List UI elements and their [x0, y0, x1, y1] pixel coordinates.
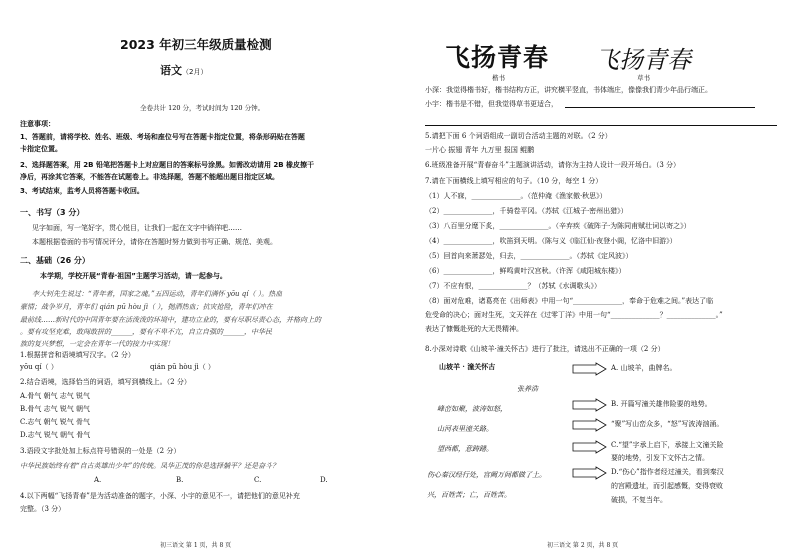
notice-2a: 2、选择题答案，用 2B 铅笔把答题卡上对应题目的答案标号涂黑。如需改动请用 2B 橡皮擦干 — [20, 161, 315, 169]
poem-line-5: 兴，百姓苦；亡，百姓苦。 — [427, 491, 511, 499]
section-2-heading: 二、基础（26 分） — [20, 256, 90, 265]
notice-3: 3、考试结束，监考人员将答题卡收回。 — [20, 187, 144, 195]
q3-option-b[interactable]: B. — [176, 476, 184, 484]
poem-title: 山坡羊 · 潼关怀古 — [439, 362, 496, 371]
note-c-1: “聚”写山峦众多，“怒”写波涛汹涌。 — [611, 420, 724, 428]
calligraphy-kaishu: 飞扬青春 — [445, 43, 550, 72]
q2-option-d[interactable]: D.志气 锐气 朝气 骨气 — [20, 431, 91, 439]
annotation-arrow-b — [572, 398, 608, 412]
q1-pinyin-1[interactable]: yōu qí（ ） — [20, 363, 58, 371]
q2-option-a[interactable]: A.骨气 朝气 志气 锐气 — [20, 392, 90, 400]
note-d-1[interactable]: D.“伤心”指作者经过潼关，看到秦汉 — [611, 468, 724, 476]
notice-1a: 1、答题前，请将学校、姓名、班级、考场和座位号写在答题卡指定位置，将条形码贴在答题 — [20, 133, 305, 141]
q7-item-3[interactable]: （3）八百里分麾下炙，______________。（辛弃疾《破阵子·为陈同甫赋壮词以寄之》） — [425, 222, 691, 230]
notice-1b: 卡指定位置。 — [20, 145, 62, 153]
section-1-heading: 一、书写（3 分） — [20, 208, 85, 217]
question-6: 6.班级准备开展“青春奋斗”主题演讲活动，请你为主持人设计一段开场白。（3 分） — [425, 161, 681, 169]
q7-item-8a[interactable]: （8）面对危难，诸葛亮在《出师表》中用一句“______________，奉命于危难之间。”表达了临 — [425, 297, 714, 305]
exam-title: 2023 年初三年级质量检测 — [120, 37, 272, 52]
question-4a: 4.以下两幅“飞扬青春”是为活动准备的题字，小深、小宇的意见不一，请把他们的意见补充 — [20, 492, 300, 500]
q3-option-d[interactable]: D. — [320, 476, 328, 484]
label-caoshu: 草书 — [637, 74, 650, 82]
passage-line-5: 族的复兴梦想，一定会在青年一代的接力中实现！ — [20, 340, 174, 348]
notice-2b: 净后，再涂其它答案，不能答在试题卷上。非选择题，答题不能超出题目指定区域。 — [20, 173, 279, 181]
passage-line-4: 。要有攻坚克难，敢闯敢拼的______，要有不卑不亢，自立自强的______，中华民 — [20, 328, 272, 336]
note-c-3: 要的地势，引发下文怀古之情。 — [611, 454, 709, 462]
question-7: 7.请在下面横线上填写相应的句子。（10 分，每空 1 分） — [425, 177, 603, 185]
q3-text: 中华民族始终有着“自古英雄出少年”的传统。凤华正茂的你是选择躺平？还是奋斗？ — [20, 462, 280, 470]
q7-item-1[interactable]: （1）人不寐，______________。（范仲淹《渔家傲·秋思》） — [425, 192, 607, 200]
q7-item-2[interactable]: （2）______________，千骑卷平冈。（苏轼《江城子·密州出猎》） — [425, 207, 628, 215]
section-2-intro: 本学期，学校开展“青春·祖国”主题学习活动，请一起参与。 — [40, 272, 227, 280]
subject-title: 语文（2月） — [160, 64, 208, 77]
q7-item-5[interactable]: （5）回首向来萧瑟处，归去，______________。（苏轼《定风波》） — [425, 252, 633, 260]
question-5: 5.请把下面 6 个词语组成一副切合活动主题的对联。（2 分） — [425, 132, 612, 140]
page-2-footer: 初三语文 第 2 页，共 8 页 — [547, 542, 619, 549]
annotation-arrow-a — [572, 362, 608, 376]
annotation-arrow-c2 — [572, 440, 608, 454]
note-c-2[interactable]: C.“望”字承上启下，承接上文潼关险 — [611, 441, 724, 449]
annotation-arrow-c1 — [572, 418, 608, 432]
q4-answer-line-1[interactable] — [565, 107, 755, 108]
q1-pinyin-2[interactable]: qián pū hòu jì（ ） — [150, 363, 215, 371]
q2-option-c[interactable]: C.志气 朝气 锐气 骨气 — [20, 418, 91, 426]
question-1: 1.根据拼音和语境填写汉字。（2 分） — [20, 351, 135, 359]
note-b[interactable]: B. 开篇写潼关雄伟险要的地势。 — [611, 400, 712, 408]
question-3: 3.语段文字批处加上标点符号错误的一处是（2 分） — [20, 447, 181, 455]
annotation-arrow-d — [572, 466, 608, 480]
page-2 — [397, 0, 794, 559]
exam-info: 全卷共计 120 分，考试时间为 120 分钟。 — [140, 104, 265, 112]
passage-line-1: 李大钊先生说过：“青年者，国家之魂。”五四运动，青年们满怀 yōu qí（ ）。热血 — [32, 290, 283, 298]
notice-title: 注意事项： — [20, 120, 55, 128]
poem-author: 张养浩 — [517, 385, 538, 393]
note-d-2: 的宫殿遗址，而引起感慨，变得衰败 — [611, 482, 723, 490]
note-d-3: 破损，不复当年。 — [611, 496, 667, 504]
question-2: 2.结合语境，选择恰当的词语，填写到横线上。（2 分） — [20, 378, 191, 386]
q7-item-7[interactable]: （7）不应有恨，______________？（苏轼《水调歌头》） — [425, 282, 601, 290]
q7-item-6[interactable]: （6）______________，鲜鸣黄叶汉宫秋。（许浑《咸阳城东楼》） — [425, 267, 626, 275]
q4-xiaoyu: 小宇：楷书是不错，但我觉得草书更适合， — [425, 100, 558, 108]
passage-line-3: 最前线……新时代的中国青年要在活泼泼的环境中，建功立业的，要有尽职尽责心态，并格向上的 — [20, 316, 321, 324]
poem-line-2: 山河表里潼关路。 — [437, 425, 493, 433]
poem-line-1: 峰峦如聚，波涛如怒， — [437, 405, 507, 413]
q3-option-c[interactable]: C. — [254, 476, 262, 484]
page-1-footer: 初三语文 第 1 页，共 8 页 — [160, 542, 232, 549]
question-8: 8.小深对诗歌《山坡羊·潼关怀古》进行了批注，请选出不正确的一项（2 分） — [425, 345, 665, 353]
note-a[interactable]: A. 山坡羊，曲牌名。 — [611, 364, 677, 372]
section-1-line-a: 见字如面，写一笔好字，贯心悦目，让我们一起在文字中徜徉吧…… — [32, 224, 242, 232]
q2-option-b[interactable]: B.骨气 志气 锐气 朝气 — [20, 405, 91, 413]
poem-line-4: 伤心秦汉经行处，宫阙万间都做了土。 — [427, 471, 546, 479]
q4-answer-line-2[interactable] — [425, 125, 777, 126]
section-1-line-b: 本题根据卷面的书写情况评分，请你在答题时努力做到书写正确、规范、美观。 — [32, 238, 277, 246]
q7-item-8c: 表达了慷慨赴死的大无畏精神。 — [425, 325, 523, 333]
label-kaishu: 楷书 — [492, 74, 505, 82]
question-4b: 完整。（3 分） — [20, 505, 66, 513]
q7-item-4[interactable]: （4）______________，吹笛到天明。（陈与义《临江仙·夜登小阁，忆洛中旧游》） — [425, 237, 677, 245]
q4-xiaoshen: 小深：我觉得楷书好，楷书结构方正，讲究横平竖直，书体端庄，像像我们青少年品行端正。 — [425, 86, 712, 94]
passage-line-2: 豪情；战争岁月，青年们 qián pū hòu jì（ ），抛洒热血；抗灾抢险，青年们冲在 — [20, 303, 273, 311]
q3-option-a[interactable]: A. — [94, 476, 102, 484]
poem-line-3: 望西都，意踌躇。 — [437, 445, 493, 453]
q5-words: 一片心 振翅 青年 九万里 报国 鲲鹏 — [425, 146, 535, 154]
q7-item-8b[interactable]: 危受命的决心；面对生死，文天祥在《过零丁洋》中用一句“______________？______________。” — [425, 311, 723, 319]
calligraphy-caoshu: 飞扬青春 — [595, 46, 691, 74]
